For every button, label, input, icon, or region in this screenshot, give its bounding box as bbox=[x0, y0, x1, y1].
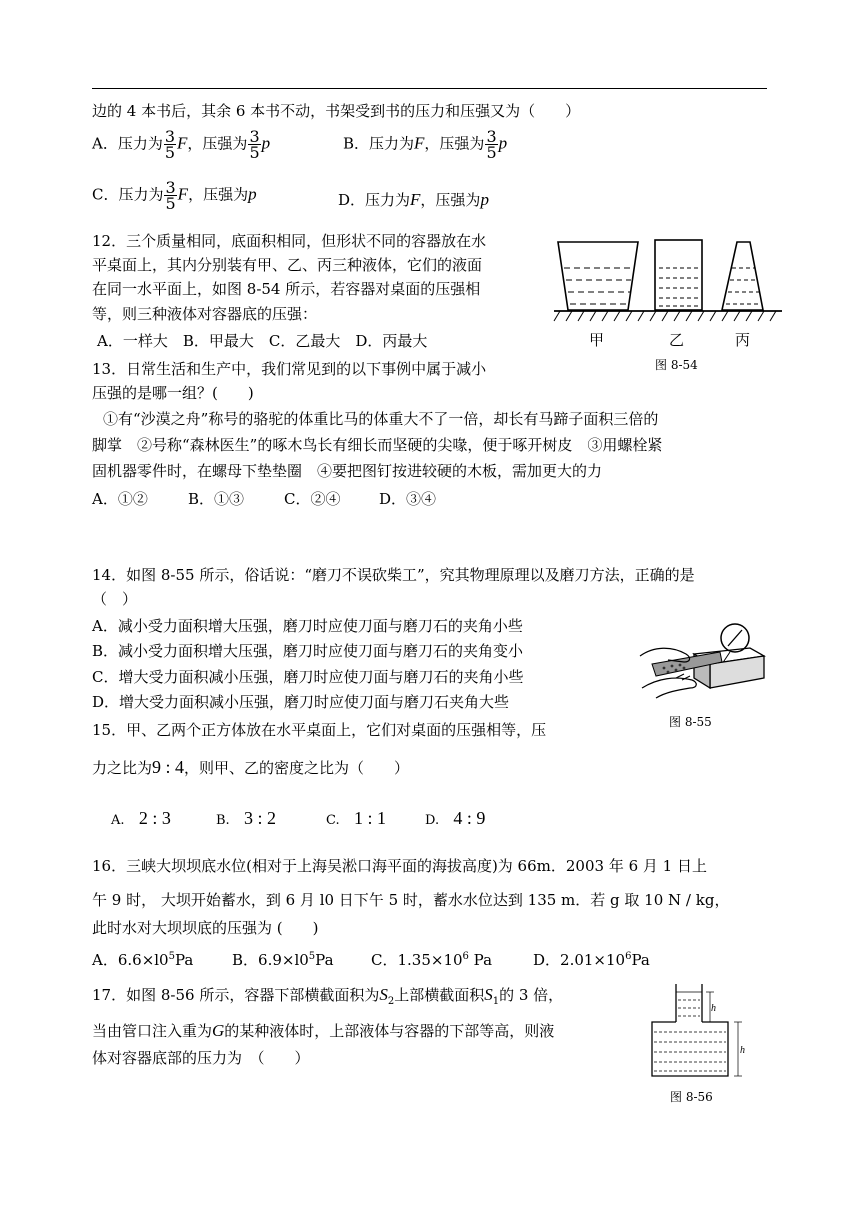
fig-h-label: h bbox=[740, 1045, 745, 1056]
fraction: $\frac{3}{5}$ bbox=[165, 178, 176, 213]
q12-options: A．一样大 B．甲最大 C．乙最大 D．丙最大 bbox=[97, 332, 428, 350]
q15-option-d: D. 4 : 9 bbox=[425, 808, 486, 828]
q15-line: 15．甲、乙两个正方体放在水平桌面上，它们对桌面的压强相等，压 bbox=[92, 721, 547, 739]
q16-line: 16．三峡大坝坝底水位(相对于上海吴淞口海平面的海拔高度)为 66m．2003 年 6 月 1 日上 bbox=[92, 857, 707, 875]
q13-option: A．①② bbox=[92, 490, 148, 508]
figure-8-54 bbox=[552, 232, 784, 352]
q14-option-a: A．减小受力面积增大压强，磨刀时应使刀面与磨刀石的夹角小些 bbox=[92, 617, 523, 635]
q16-option-b: B．$6.9\times l0^5Pa$ bbox=[232, 951, 334, 969]
q14-option-c: C．增大受力面积减小压强，磨刀时应使刀面与磨刀石的夹角小些 bbox=[92, 668, 524, 686]
q14-line: 14．如图 8-55 所示，俗话说：“磨刀不误砍柴工”，究其物理原理以及磨刀方法，正确的是 bbox=[92, 566, 695, 584]
figure-caption: 图 8-54 bbox=[655, 358, 698, 372]
figure-caption: 图 8-55 bbox=[669, 715, 712, 729]
q13-option: D．③④ bbox=[379, 490, 437, 508]
q17-line3: 体对容器底部的压力为 （ ） bbox=[92, 1049, 310, 1067]
q13-body: 固机器零件时，在螺母下垫垫圈 ④要把图钉按进较硬的木板，需加更大的力 bbox=[92, 462, 603, 480]
fig-label-jia: 甲 bbox=[589, 331, 605, 349]
q13-body: ①有“沙漠之舟”称号的骆驼的体重比马的体重大不了一倍，却长有马蹄子面积三倍的 bbox=[103, 410, 659, 428]
q16-line: 此时水对大坝坝底的压强为 ( ) bbox=[92, 919, 319, 937]
q13-line: 压强的是哪一组？( ) bbox=[92, 384, 254, 402]
q11-option-a: A．压力为 $\frac{3}{5}$ F，压强为 $\frac{3}{5}$ p bbox=[92, 127, 271, 162]
fig-label-yi: 乙 bbox=[669, 331, 685, 349]
q16-option-c: C．$1.35\times 10^6$ Pa bbox=[371, 951, 493, 969]
q16-line: 午 9 时， 大坝开始蓄水，到 6 月 l0 日下午 5 时，蓄水水位达到 135 m．若 g 取 10 N / kg， bbox=[92, 891, 730, 909]
q13-option: B．①③ bbox=[188, 490, 245, 508]
q14-option-d: D．增大受力面积减小压强，磨刀时应使刀面与磨刀石夹角大些 bbox=[92, 693, 510, 711]
q13-body: 脚掌 ②号称“森林医生”的啄木鸟长有细长而坚硬的尖喙，便于啄开树皮 ③用螺栓紧 bbox=[92, 436, 663, 454]
q12-line: 平桌面上，其内分别装有甲、乙、丙三种液体，它们的液面 bbox=[92, 256, 483, 274]
q14-line: （ ） bbox=[92, 590, 138, 608]
q16-option-d: D．$2.01\times 10^6Pa$ bbox=[533, 951, 650, 969]
header-rule bbox=[92, 88, 767, 89]
q12-line: 等，则三种液体对容器底的压强： bbox=[92, 305, 318, 323]
fraction: $\frac{3}{5}$ bbox=[164, 127, 176, 162]
fraction: $\frac{3}{5}$ bbox=[249, 127, 260, 162]
figure-caption: 图 8-56 bbox=[670, 1090, 713, 1104]
q15-line2: 力之比为9 : 4，则甲、乙的密度之比为（ ） bbox=[92, 757, 410, 777]
q15-option-b: B. 3 : 2 bbox=[216, 808, 277, 828]
q12-line: 在同一水平面上，如图 8-54 所示，若容器对桌面的压强相 bbox=[92, 280, 481, 298]
q13-line: 13．日常生活和生产中，我们常见到的以下事例中属于减小 bbox=[92, 360, 487, 378]
q14-option-b: B．减小受力面积增大压强，磨刀时应使刀面与磨刀石的夹角变小 bbox=[92, 642, 524, 660]
q17-line2: 当由管口注入重为G的某种液体时，上部液体与容器的下部等高，则液 bbox=[92, 1021, 555, 1040]
q13-option: C．②④ bbox=[284, 490, 341, 508]
fraction: $\frac{3}{5}$ bbox=[486, 127, 497, 162]
fig-h-label: h bbox=[711, 1003, 716, 1014]
q11-option-b: B．压力为F，压强为 $\frac{3}{5}$ p bbox=[343, 127, 508, 162]
q15-option-c: C. 1 : 1 bbox=[326, 808, 386, 828]
fig-label-bing: 丙 bbox=[735, 331, 751, 349]
figure-8-55 bbox=[632, 616, 772, 706]
continuation-line: 边的 4 本书后，其余 6 本书不动，书架受到书的压力和压强又为（ ） bbox=[92, 102, 581, 120]
q11-option-c: C．压力为 $\frac{3}{5}$ F，压强为p bbox=[92, 178, 257, 213]
figure-8-56 bbox=[640, 978, 750, 1084]
q17-line1: 17．如图 8-56 所示，容器下部横截面积为$S_2$上部横截面积$S_1$的 3 倍， bbox=[92, 985, 564, 1007]
q12-line: 12．三个质量相同，底面积相同，但形状不同的容器放在水 bbox=[92, 232, 487, 250]
q11-option-d: D．压力为F，压强为p bbox=[338, 190, 489, 209]
q16-option-a: A．$6.6\times l0^5Pa$ bbox=[92, 951, 194, 969]
q15-option-a: A. 2 : 3 bbox=[111, 808, 171, 828]
